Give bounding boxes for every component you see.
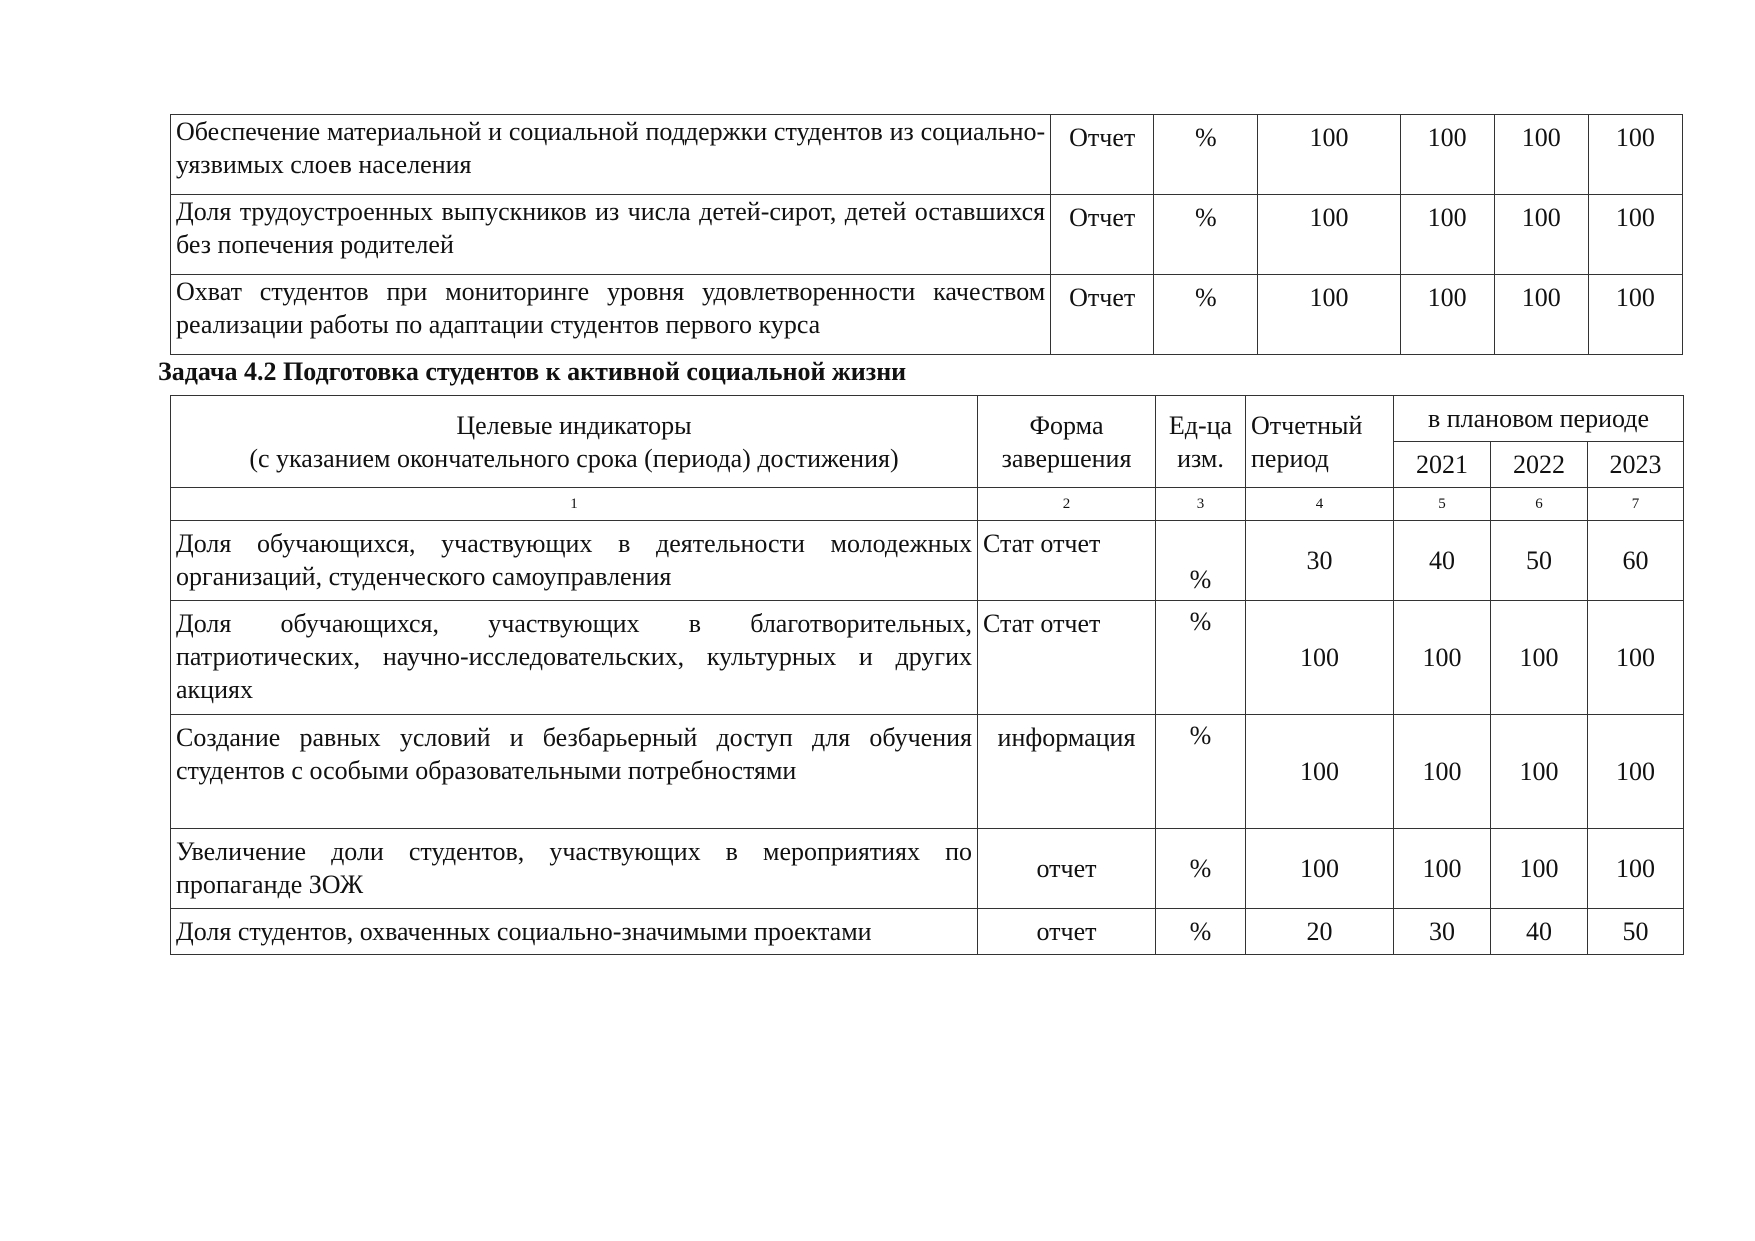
- value-cell: 100: [1246, 601, 1394, 715]
- value-cell: 100: [1258, 115, 1400, 195]
- table-row: [171, 715, 1684, 829]
- value-cell: 100: [1588, 829, 1684, 909]
- indicators-table: [170, 395, 1684, 955]
- indicator-cell: Доля студентов, охваченных социально-значимыми проектами: [171, 909, 978, 955]
- value-cell: 20: [1246, 909, 1394, 955]
- value-cell: 100: [1400, 195, 1494, 275]
- table-row: [171, 909, 1684, 955]
- header-planned-period: в плановом периоде: [1394, 396, 1684, 442]
- column-number: 7: [1588, 488, 1684, 521]
- value-cell: 100: [1394, 601, 1491, 715]
- unit-cell: %: [1154, 275, 1258, 355]
- header-row: [171, 396, 1684, 442]
- unit-cell: %: [1156, 909, 1246, 955]
- table-row: [171, 601, 1684, 715]
- section-heading: Задача 4.2 Подготовка студентов к активной социальной жизни: [158, 357, 907, 386]
- value-cell: 100: [1588, 195, 1682, 275]
- value-cell: 100: [1494, 195, 1588, 275]
- value-cell: 100: [1494, 115, 1588, 195]
- value-cell: 50: [1588, 909, 1684, 955]
- header-report-line1: Отчетный: [1251, 410, 1363, 440]
- form-cell: Стат отчет: [978, 601, 1156, 715]
- unit-cell: %: [1156, 601, 1246, 715]
- indicator-cell: Доля трудоустроенных выпускников из числа детей-сирот, детей оставшихся без попечения родителей: [171, 195, 1051, 275]
- unit-cell: %: [1154, 195, 1258, 275]
- column-number: 5: [1394, 488, 1491, 521]
- value-cell: 100: [1258, 275, 1400, 355]
- value-cell: 100: [1400, 275, 1494, 355]
- value-cell: 40: [1394, 521, 1491, 601]
- header-form: [978, 396, 1156, 488]
- column-numbers-row: [171, 488, 1684, 521]
- value-cell: 100: [1588, 715, 1684, 829]
- value-cell: 100: [1491, 715, 1588, 829]
- header-unit-line1: Ед-ца: [1168, 410, 1233, 440]
- value-cell: 100: [1491, 829, 1588, 909]
- column-number: 6: [1491, 488, 1588, 521]
- indicator-cell: Создание равных условий и безбарьерный доступ для обучения студентов с особыми образовательными потребностями: [171, 715, 978, 829]
- header-form-line1: Форма: [1029, 410, 1104, 440]
- value-cell: 100: [1394, 829, 1491, 909]
- header-year: 2021: [1394, 442, 1491, 488]
- header-year: 2022: [1491, 442, 1588, 488]
- column-number: 4: [1246, 488, 1394, 521]
- column-number: 1: [171, 488, 978, 521]
- indicator-cell: Доля обучающихся, участвующих в деятельности молодежных организаций, студенческого самоуправления: [171, 521, 978, 601]
- form-cell: отчет: [978, 829, 1156, 909]
- table-row: [171, 195, 1683, 275]
- header-indicators-note: (с указанием окончательного срока (периода) достижения): [249, 443, 899, 473]
- value-cell: 30: [1246, 521, 1394, 601]
- form-cell: Отчет: [1051, 115, 1154, 195]
- form-cell: Отчет: [1051, 195, 1154, 275]
- form-cell: Отчет: [1051, 275, 1154, 355]
- unit-cell: %: [1156, 521, 1246, 601]
- header-report-line2: период: [1251, 443, 1329, 473]
- value-cell: 100: [1491, 601, 1588, 715]
- unit-cell: %: [1156, 715, 1246, 829]
- value-cell: 40: [1491, 909, 1588, 955]
- indicator-cell: Обеспечение материальной и социальной поддержки студентов из социально-уязвимых слоев населения: [171, 115, 1051, 195]
- form-cell: отчет: [978, 909, 1156, 955]
- column-number: 2: [978, 488, 1156, 521]
- value-cell: 100: [1246, 715, 1394, 829]
- header-indicators-title: Целевые индикаторы: [456, 410, 692, 440]
- value-cell: 100: [1246, 829, 1394, 909]
- table-row: [171, 115, 1683, 195]
- indicators-table-continued: [170, 114, 1683, 355]
- header-form-line2: завершения: [1001, 443, 1132, 473]
- value-cell: 100: [1588, 275, 1682, 355]
- value-cell: 60: [1588, 521, 1684, 601]
- value-cell: 100: [1588, 601, 1684, 715]
- table-row: [171, 275, 1683, 355]
- value-cell: 30: [1394, 909, 1491, 955]
- header-unit: [1156, 396, 1246, 488]
- value-cell: 100: [1258, 195, 1400, 275]
- unit-cell: %: [1154, 115, 1258, 195]
- value-cell: 100: [1588, 115, 1682, 195]
- header-report-period: [1246, 396, 1394, 488]
- value-cell: 100: [1400, 115, 1494, 195]
- table-row: [171, 829, 1684, 909]
- indicator-cell: Доля обучающихся, участвующих в благотворительных, патриотических, научно-исследовательских, культурных и других акциях: [171, 601, 978, 715]
- indicator-cell: Увеличение доли студентов, участвующих в мероприятиях по пропаганде ЗОЖ: [171, 829, 978, 909]
- header-unit-line2: изм.: [1177, 443, 1224, 473]
- header-indicators: [171, 396, 978, 488]
- value-cell: 100: [1394, 715, 1491, 829]
- table-row: [171, 521, 1684, 601]
- unit-cell: %: [1156, 829, 1246, 909]
- value-cell: 50: [1491, 521, 1588, 601]
- value-cell: 100: [1494, 275, 1588, 355]
- form-cell: Стат отчет: [978, 521, 1156, 601]
- form-cell: информация: [978, 715, 1156, 829]
- header-year: 2023: [1588, 442, 1684, 488]
- indicator-cell: Охват студентов при мониторинге уровня удовлетворенности качеством реализации работы по адаптации студентов первого курса: [171, 275, 1051, 355]
- column-number: 3: [1156, 488, 1246, 521]
